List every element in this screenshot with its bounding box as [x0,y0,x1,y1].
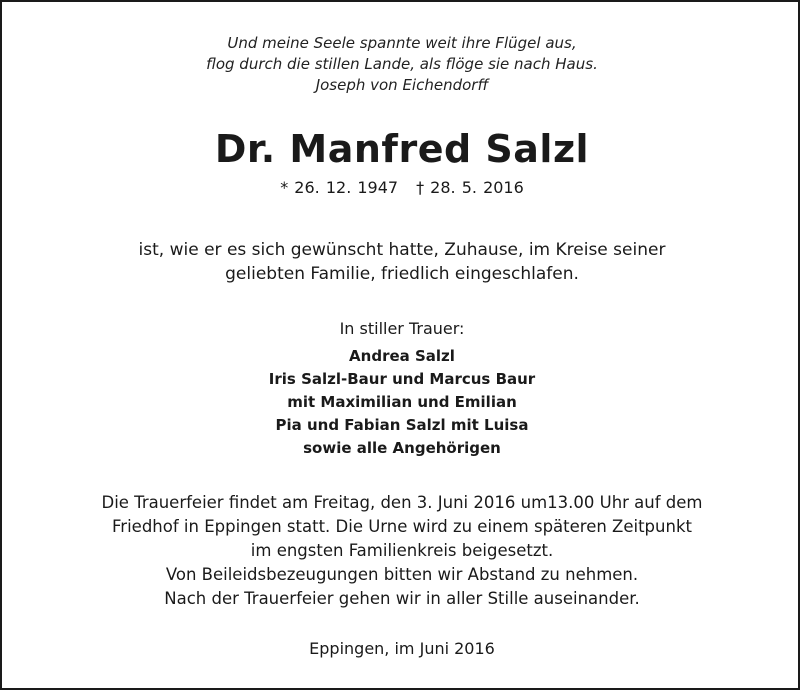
funeral-line: Von Beileidsbezeugungen bitten wir Abstand zu nehmen. [165,565,639,584]
funeral-details [2,491,800,611]
message-line-2: geliebten Familie, friedlich eingeschlafen. [225,264,579,284]
message-line-1: ist, wie er es sich gewünscht hatte, Zuhause, im Kreise seiner [138,240,666,260]
death-date: † 28. 5. 2016 [416,178,524,197]
deceased-name: Dr. Manfred Salzl [214,127,590,171]
mourner-line: Andrea Salzl [349,347,455,365]
eichendorff-quote [2,33,800,96]
mourner-line: Pia und Fabian Salzl mit Luisa [275,416,529,434]
funeral-line: Die Trauerfeier findet am Freitag, den 3. Juni 2016 um13.00 Uhr auf dem [101,493,703,512]
funeral-line: Nach der Trauerfeier gehen wir in aller Stille auseinander. [164,589,640,608]
place-and-date: Eppingen, im Juni 2016 [309,639,495,658]
mourner-line: mit Maximilian und Emilian [287,393,517,411]
quote-author: Joseph von Eichendorff [315,76,489,94]
mourner-line: Iris Salzl-Baur und Marcus Baur [268,370,536,388]
quote-line-1: Und meine Seele spannte weit ihre Flügel aus, [227,34,577,52]
mourners-intro: In stiller Trauer: [339,319,465,338]
mourners-list [2,345,800,460]
passing-message [2,238,800,286]
mourner-line: sowie alle Angehörigen [303,439,501,457]
quote-line-2: flog durch die stillen Lande, als flöge sie nach Haus. [206,55,598,73]
life-dates [2,177,800,199]
funeral-line: im engsten Familienkreis beigesetzt. [250,541,554,560]
funeral-line: Friedhof in Eppingen statt. Die Urne wird zu einem späteren Zeitpunkt [112,517,692,536]
birth-date: * 26. 12. 1947 [280,178,399,197]
